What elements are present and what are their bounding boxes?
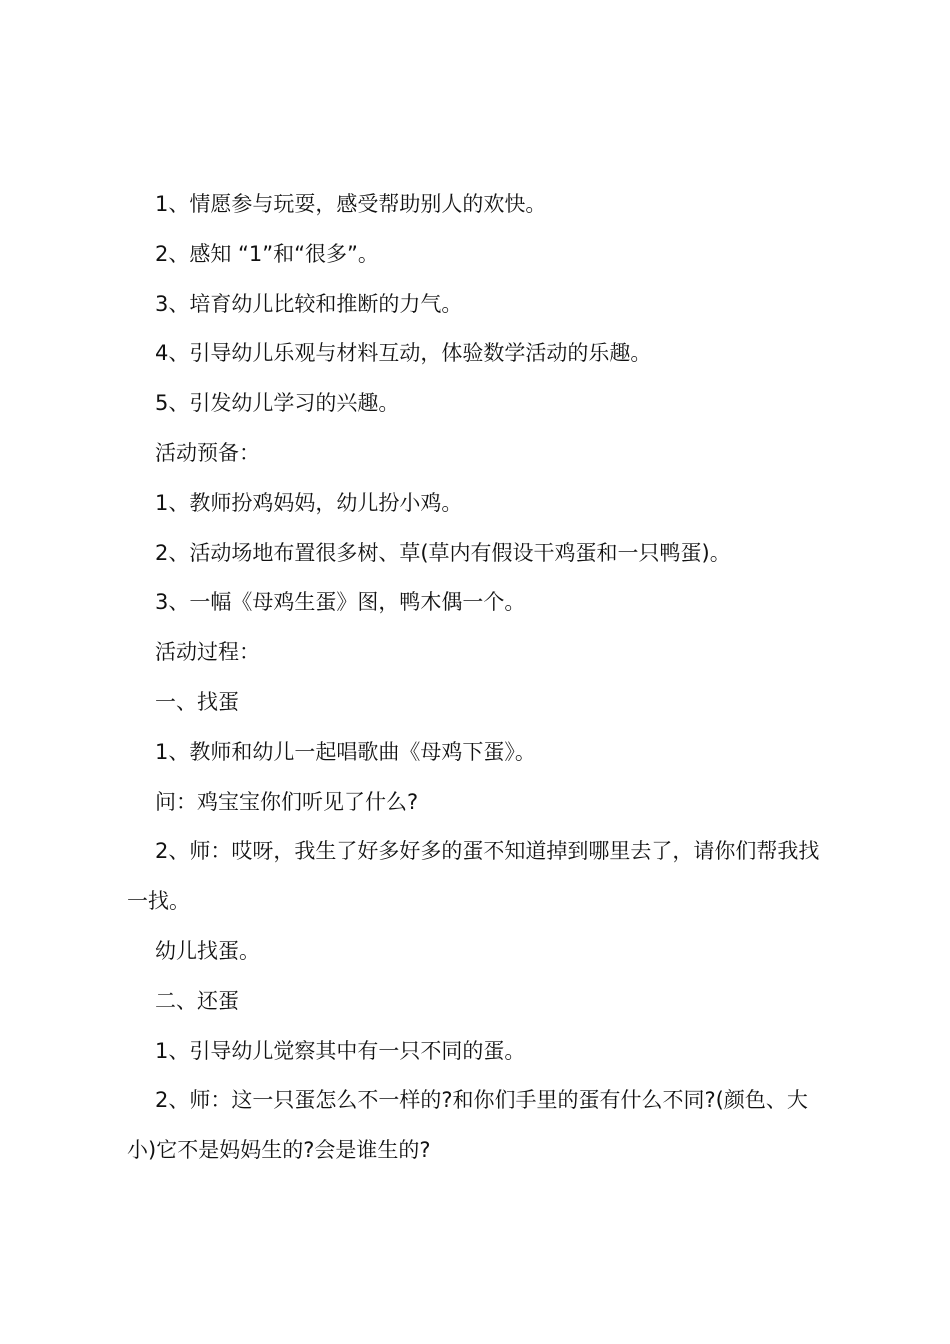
- preparation-2: 2、活动场地布置很多树、草(草内有假设干鸡蛋和一只鸭蛋)。: [155, 540, 731, 565]
- process-question: 问：鸡宝宝你们听见了什么?: [155, 789, 419, 814]
- preparation-3: 3、一幅《母鸡生蛋》图，鸭木偶一个。: [155, 590, 526, 615]
- section-heading-preparation: 活动预备：: [155, 440, 260, 465]
- document-body: [127, 180, 832, 1176]
- process-find-1: 1、教师和幼儿一起唱歌曲《母鸡下蛋》。: [155, 739, 536, 764]
- process-return-1: 1、引导幼儿觉察其中有一只不同的蛋。: [155, 1038, 526, 1063]
- process-find-2: 2、师：哎呀，我生了好多好多的蛋不知道掉到哪里去了，请你们帮我找一找。: [127, 839, 820, 914]
- goal-5: 5、引发幼儿学习的兴趣。: [155, 391, 400, 416]
- goal-2: 2、感知 “1”和“很多”。: [155, 241, 379, 266]
- subheading-find-eggs: 一、找蛋: [155, 689, 239, 714]
- section-heading-process: 活动过程：: [155, 640, 260, 665]
- goal-4: 4、引导幼儿乐观与材料互动，体验数学活动的乐趣。: [155, 341, 652, 366]
- preparation-1: 1、教师扮鸡妈妈，幼儿扮小鸡。: [155, 490, 463, 515]
- process-return-2: 2、师：这一只蛋怎么不一样的?和你们手里的蛋有什么不同?(颜色、大小)它不是妈妈生的?会是谁生的?: [127, 1088, 808, 1163]
- goal-1: 1、情愿参与玩耍，感受帮助别人的欢快。: [155, 192, 547, 216]
- goal-3: 3、培育幼儿比较和推断的力气。: [155, 291, 463, 316]
- process-children-find: 幼儿找蛋。: [155, 938, 260, 963]
- subheading-return-eggs: 二、还蛋: [155, 988, 239, 1013]
